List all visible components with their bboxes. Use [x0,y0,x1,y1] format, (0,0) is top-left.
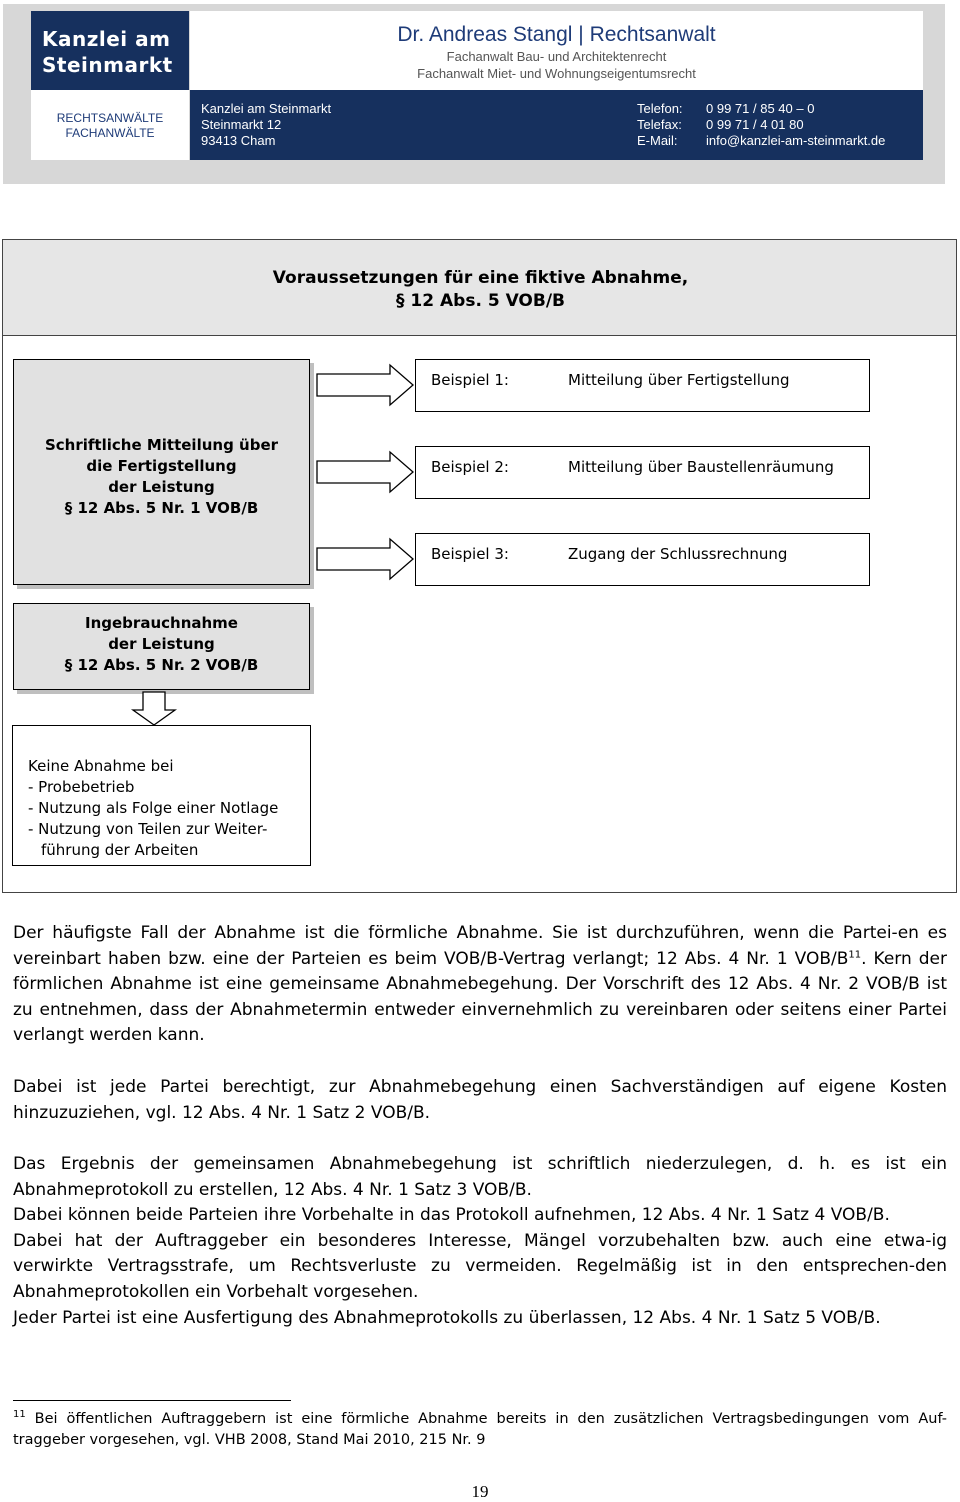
example-1-label: Beispiel 1: [431,371,509,389]
box-written-notice-line-1: Schriftliche Mitteilung über [44,436,279,454]
specialty-2: Fachanwalt Miet- und Wohnungseigentumsrecht [417,66,696,81]
example-1-text: Mitteilung über Fertigstellung [568,371,790,389]
footnote-divider [13,1400,291,1401]
box-use-line-1: Ingebrauchnahme [85,614,238,632]
section-sign-icon: § [396,291,411,311]
specialty-1: Fachanwalt Bau- und Architektenrecht [446,49,667,64]
arrow-down-icon [133,692,175,725]
address-street: Steinmarkt 12 [201,117,282,132]
no-acceptance-line-1: Keine Abnahme bei [28,757,174,775]
client-interest-sentence: Dabei hat der Auftraggeber ein besonderes Interesse, Mängel vorzubehalten bzw. auch eine etwa-ig verwirkte Vertragsstrafe, um Rechtsverluste zu vermeiden. Regelmäßig ist in den entsprechen-den Abnahmeprotokollen ein Vorbehalt vorgesehen. [13,1230,947,1302]
box-use-line-2: der Leistung [108,635,215,653]
example-3-text: Zugang der Schlussrechnung [568,545,788,563]
no-acceptance-line-2: - Probebetrieb [28,778,135,796]
phone-label: Telefon: [637,101,683,116]
role-2: FACHANWÄLTE [65,126,155,140]
fax-value: 0 99 71 / 4 01 80 [706,117,804,132]
page-number: 19 [471,1482,489,1501]
logo-line-2: Steinmarkt [42,53,173,77]
no-acceptance-line-4: - Nutzung von Teilen zur Weiter- [28,820,268,838]
phone-value: 0 99 71 / 85 40 – 0 [706,101,815,116]
section-sign-icon: § [64,499,78,517]
no-acceptance-line-5: führung der Arbeiten [41,841,199,859]
example-2-text: Mitteilung über Baustellenräumung [568,458,834,476]
email-label: E-Mail: [637,133,678,148]
box-use-line-3: § 12 Abs. 5 Nr. 2 VOB/B [64,656,259,674]
footnote-ref[interactable]: 11 [848,948,862,960]
box-written-notice-line-4: § 12 Abs. 5 Nr. 1 VOB/B [64,499,259,517]
copy-sentence: Jeder Partei ist eine Ausfertigung des Abnahmeprotokolls zu überlassen, 12 Abs. 4 Nr. 1 Satz 5 VOB/B. [13,1307,881,1328]
fax-label: Telefax: [637,117,682,132]
diagram-title-line-2: § 12 Abs. 5 VOB/B [396,291,565,311]
no-acceptance-line-3: - Nutzung als Folge einer Notlage [28,799,279,817]
section-sign-icon: § [64,656,78,674]
paragraph-formal-acceptance: Der häufigste Fall der Abnahme ist die förmliche Abnahme. Sie ist durchzuführen, wenn die Partei-en es vereinbart haben bzw. eine der Parteien es beim VOB/B-Vertrag verlangt; 12 Abs. 4 Nr. 1 VOB/$B^{11}$. Kern der förmlichen Abnahme ist eine gemeinsame Abnahmebegehung. Der Vorschrift des 12 Abs. 4 Nr. 2 VOB/B ist zu entnehmen, dass der Abnahmetermin entweder einvernehmlich zu vereinbaren oder seitens einer Partei verlangt werden kann. [13,923,947,1046]
footnote-number: 11 [13,1409,26,1421]
protocol-sentence: Das Ergebnis der gemeinsamen Abnahmebegehung ist schriftlich niederzulegen, d. h. es ist ein Abnahmeprotokoll zu erstellen, 12 Abs. 4 Nr. 1 Satz 3 VOB/B. [13,1154,947,1200]
logo-line-1: Kanzlei am [42,27,171,51]
email-value[interactable]: info@kanzlei-am-steinmarkt.de [706,133,886,148]
address-city: 93413 Cham [201,133,276,148]
footnote-text: Bei öffentlichen Auftraggebern ist eine förmliche Abnahme bereits in den zusätzlichen Vertragsbedingungen vom Auf-traggeber vorgesehen, vgl. VHB 2008, Stand Mai 2010, 215 Nr. 9 [13,1411,948,1448]
lawyer-name: Dr. Andreas Stangl | Rechtsanwalt [397,23,716,46]
reservations-sentence: Dabei können beide Parteien ihre Vorbehalte in das Protokoll aufnehmen, 12 Abs. 4 Nr. 1 Satz 4 VOB/B. [13,1205,890,1226]
example-2-label: Beispiel 2: [431,458,509,476]
box-written-notice-line-3: der Leistung [108,478,215,496]
role-1: RECHTSANWÄLTE [56,111,164,125]
arrow-right-icon-1 [317,365,413,405]
arrow-right-icon-3 [317,539,413,579]
diagram-title-line-1: Voraussetzungen für eine fiktive Abnahme, [272,268,689,288]
footnote [13,1409,947,1451]
box-written-notice-line-2: die Fertigstellung [86,457,237,475]
example-3-label: Beispiel 3: [431,545,509,563]
address-firm: Kanzlei am Steinmarkt [201,101,332,116]
arrow-right-icon-2 [317,452,413,492]
paragraph-expert: Dabei ist jede Partei berechtigt, zur Abnahmebegehung einen Sachverständigen auf eigene Kosten hinzuzuziehen, vgl. 12 Abs. 4 Nr. 1 Satz 2 VOB/B. [13,1077,947,1123]
paragraph-protocol [13,1152,947,1331]
